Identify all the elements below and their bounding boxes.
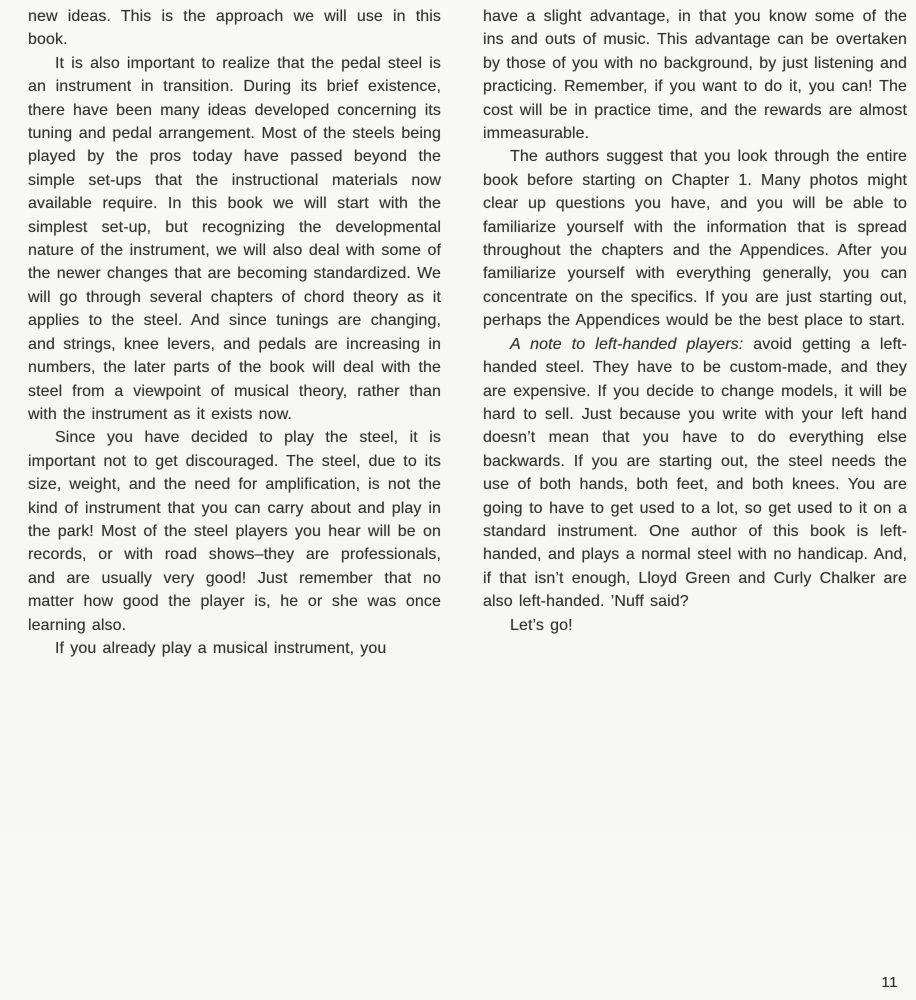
- page-number: 11: [881, 974, 898, 991]
- paragraph-continuation: new ideas. This is the approach we will use in this book.: [28, 8, 441, 49]
- left-column: [28, 5, 441, 660]
- paragraph-lets-go: Let’s go!: [510, 616, 573, 634]
- paragraph: Since you have decided to play the steel, it is important not to get discouraged. The steel, due to its size, weight, and the need for amplification, is not the kind of instrument that you can carry about and play in the park! Most of the steel players you hear will be on records, or with road shows–they are professionals, and are usually very good! Just remember that no matter how good the player is, he or she was once learning also.: [28, 429, 441, 634]
- paragraph: It is also important to realize that the pedal steel is an instrument in transition. During its brief existence, there have been many ideas developed concerning its tuning and pedal arrangement. Most of the steels being played by the pros today have passed beyond the simple set-ups that the instructional materials now available require. In this book we will start with the simplest set-up, but recognizing the developmental nature of the instrument, we will also deal with some of the newer changes that are becoming standardized. We will go through several chapters of chord theory as it applies to the steel. And since tunings are changing, and strings, knee levers, and pedals are increasing in numbers, the later parts of the book will deal with the steel from a viewpoint of musical theory, rather than with the instrument as it exists now.: [28, 54, 441, 423]
- note-body: avoid getting a left-handed steel. They have to be custom-made, and they are expensive. If you decide to change models, it will be hard to sell. Just because you write with your left hand doesn’t mean that you have to do everything else backwards. If you are starting out, the steel needs the use of both hands, both feet, and both knees. You are going to have to get used to a lot, so get used to it on a standard instrument. One author of this book is left-handed, and plays a normal steel with no handicap. And, if that isn’t enough, Lloyd Green and Curly Chalker are also left-handed. ’Nuff said?: [483, 335, 907, 611]
- right-column: [483, 5, 907, 637]
- italic-note-lead: A note to left-handed players:: [510, 335, 744, 353]
- paragraph: If you already play a musical instrument, you: [55, 639, 387, 657]
- paragraph-continuation: have a slight advantage, in that you know some of the ins and outs of music. This advantage can be overtaken by those of you with no background, by just listening and practicing. Remember, if you want to do it, you can! The cost will be in practice time, and the rewards are almost immeasurable.: [483, 8, 907, 143]
- paragraph-left-handed-note: [483, 333, 907, 614]
- paragraph: The authors suggest that you look through the entire book before starting on Chapter 1. Many photos might clear up questions you have, and you will be able to familiarize yourself with the information that is spread throughout the chapters and the Appendices. After you familiarize yourself with everything generally, you can concentrate on the specifics. If you are just starting out, perhaps the Appendices would be the best place to start.: [483, 148, 907, 330]
